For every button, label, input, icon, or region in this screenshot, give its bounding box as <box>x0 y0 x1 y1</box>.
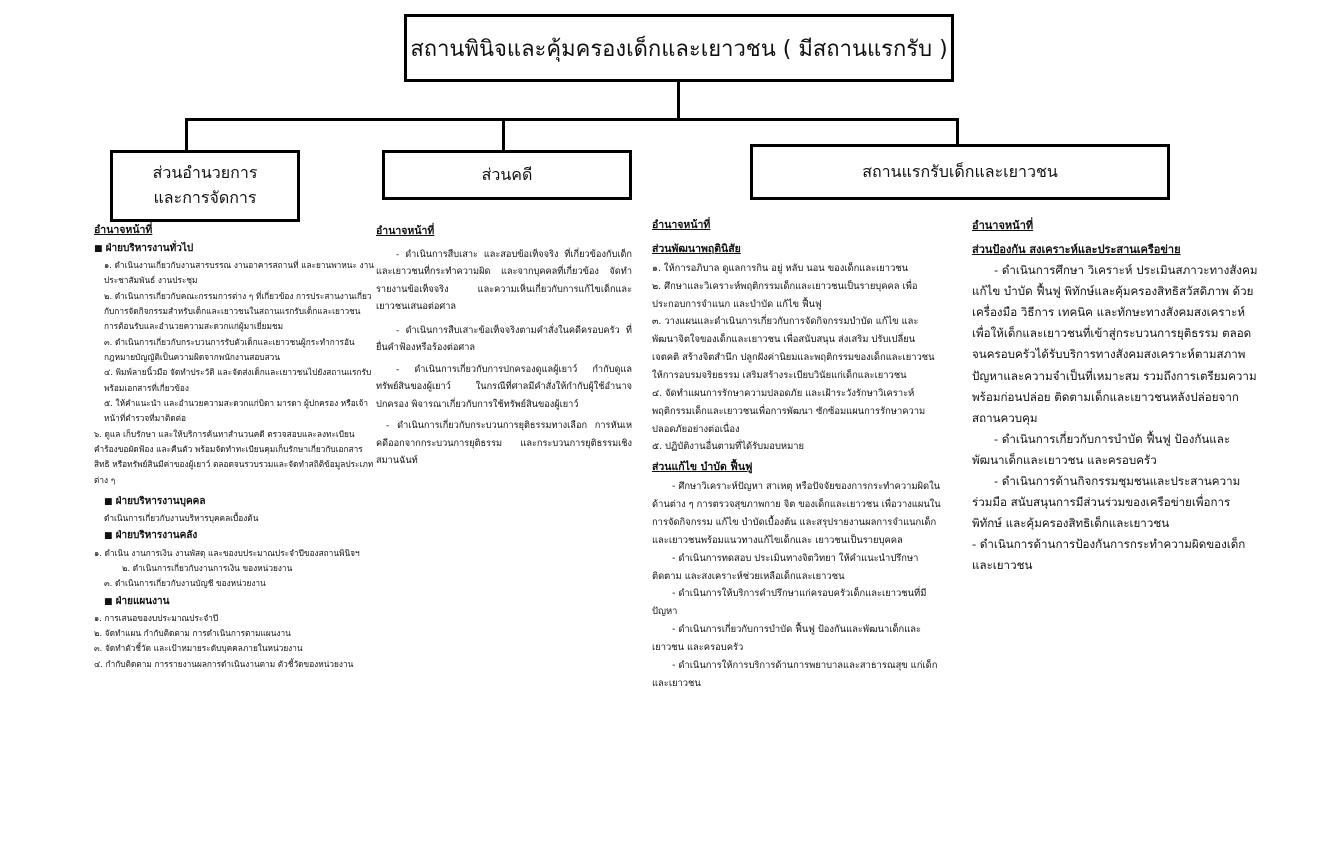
prevention-paragraph: - ดำเนินการด้านการป้องกันการกระทำความผิดของเด็กและเยาวชน <box>972 537 1246 573</box>
behavior-item: ๔. จัดทำแผนการรักษาความปลอดภัย และเฝ้าระวังรักษาวิเคราะห์พฤติกรรมเด็กและเยาวชนเพื่อการพัฒนา ซักซ้อมแผนการรักษาความปลอดภัยอย่างต่อเนื่อง <box>652 387 926 435</box>
root-unit-title: สถานพินิจและคุ้มครองเด็กและเยาวชน ( มีสถานแรกรับ ) <box>410 36 948 62</box>
behavior-item: ๒. ศึกษาและวิเคราะห์พฤติกรรมเด็กและเยาวชนเป็นรายบุคคล เพื่อประกอบการจำแนก และบำบัด แก้ไข ฟื้นฟู <box>652 280 918 310</box>
admin-duties-heading: อำนาจหน้าที่ <box>94 224 153 236</box>
general-admin-item: ๑. ดำเนินงานเกี่ยวกับงานสารบรรณ งานอาคารสถานที่ และยานพาหนะ งานประชาสัมพันธ์ งานประชุม <box>104 259 374 286</box>
connector-reception <box>956 118 959 144</box>
general-admin-item: ๖. ดูแล เก็บรักษา และให้บริการค้นหาสำนวนคดี ตรวจสอบและลงทะเบียนคำร้องขอผัดฟ้อง และคืนตัว พร้อมจัดทำทะเบียนคุมเก็บรักษาเกี่ยวกับเอกสารสิทธิ หรือทรัพย์สินมีค่าของผู้เยาว์ ตลอดจนรวบรวมและจัดทำสถิติข้อมูลประเภทต่าง ๆ <box>94 428 374 485</box>
case-duties <box>376 212 632 470</box>
behavior-item: ๕. ปฏิบัติงานอื่นตามที่ได้รับมอบหมาย <box>652 441 805 453</box>
prevention-duties-heading: อำนาจหน้าที่ <box>972 219 1034 232</box>
finance-item: ๓. ดำเนินการเกี่ยวกับงานบัญชี ของหน่วยงาน <box>104 578 266 589</box>
planning-item: ๒. จัดทำแผน กำกับติดตาม การดำเนินการตามแผนงาน <box>94 628 291 639</box>
finance-item: ๒. ดำเนินการเกี่ยวกับงานการเงิน ของหน่วยงาน <box>122 562 293 573</box>
connector-root-down <box>677 82 680 120</box>
general-admin-item: ๕. ให้คำแนะนำ และอำนวยความสะดวกแก่บิดา มารดา ผู้ปกครอง หรือเจ้าหน้าที่ตำรวจที่มาติดต่อ <box>104 397 369 424</box>
reception-unit-box <box>750 144 1170 200</box>
case-duties-heading: อำนาจหน้าที่ <box>376 225 435 237</box>
case-unit-title: ส่วนคดี <box>481 164 533 184</box>
case-duty-paragraph: - ดำเนินการเกี่ยวกับการปกครองดูแลผู้เยาว์ กำกับดูแลทรัพย์สินของผู้เยาว์ ในกรณีที่ศาลมีคำสั่งให้กำกับผู้ใช้อำนาจปกครอง พิจารณาเกี่ยวกับการใช้ทรัพย์สินของผู้เยาว์ <box>376 363 632 410</box>
general-admin-title: ■ ฝ่ายบริหารงานทั่วไป <box>94 239 376 258</box>
personnel-title: ■ ฝ่ายบริหารงานบุคคล <box>94 492 376 511</box>
behavior-section-title: ส่วนพัฒนาพฤตินิสัย <box>652 242 741 255</box>
planning-item: ๔. กำกับติดตาม การรายงานผลการดำเนินงานตาม ตัวชี้วัดของหน่วยงาน <box>94 658 354 669</box>
behavior-item: ๓. วางแผนและดำเนินการเกี่ยวกับการจัดกิจกรรมบำบัด แก้ไข และพัฒนาจิตใจของเด็กและเยาวชน เพื่อสนับสนุน ส่งเสริม ปรับเปลี่ยนเจตคติ สร้างจิตสำนึก ปลูกฝังค่านิยมและพฤติกรรมของเด็กและเยาวชน ให้การอบรมจริยธรรม เสริมสร้างระเบียบวินัยแก่เด็กและเยาวชน <box>652 316 935 382</box>
behavior-duties <box>652 212 942 693</box>
admin-unit-title-line2: และการจัดการ <box>153 188 257 207</box>
reception-unit-title: สถานแรกรับเด็กและเยาวชน <box>862 161 1058 181</box>
connector-case <box>502 118 505 150</box>
root-unit-box <box>404 14 954 82</box>
finance-item: ๑. ดำเนิน งานการเงิน งานพัสดุ และของบประมาณประจำปีของสถานพินิจฯ <box>94 547 360 558</box>
connector-horizontal <box>185 118 959 121</box>
connector-admin <box>185 118 188 150</box>
treatment-item: - ดำเนินการให้การบริการด้านการพยาบาลและสาธารณสุข แก่เด็กและเยาวชน <box>652 659 938 689</box>
prevention-paragraph: - ดำเนินการด้านกิจกรรมชุมชนและประสานความร่วมมือ สนับสนุนการมีส่วนร่วมของเครือข่ายเพื่อการพิทักษ์ และคุ้มครองสิทธิเด็กและเยาวชน <box>972 473 1241 531</box>
treatment-section-title: ส่วนแก้ไข บำบัด ฟื้นฟู <box>652 461 753 474</box>
case-duty-paragraph: - ดำเนินการเกี่ยวกับกระบวนการยุติธรรมทางเลือก การหันเหคดีออกจากกระบวนการยุติธรรม และกระบวนการยุติธรรมเชิงสมานฉันท์ <box>376 420 632 467</box>
planning-item: ๑. การเสนอของบประมาณประจำปี <box>94 612 219 623</box>
treatment-item: - ดำเนินการทดสอบ ประเมินทางจิตวิทยา ให้คำแนะนำปรึกษา ติดตาม และสงเคราะห์ช่วยเหลือเด็กและเยาวชน <box>652 552 919 582</box>
prevention-paragraph: - ดำเนินการศึกษา วิเคราะห์ ประเมินสภาวะทางสังคม แก้ไข บำบัด ฟื้นฟู พิทักษ์และคุ้มครองสิทธิสวัสดิภาพ ด้วยเครื่องมือ วิธีการ เทคนิค และทักษะทางสังคมสงเคราะห์ เพื่อให้เด็กและเยาวชนที่เข้าสู่กระบวนการยุติธรรม ตลอดจนครอบครัวได้รับบริการทางสังคมสงเคราะห์ตามสภาพปัญหาและความจำเป็นที่เหมาะสม รวมถึงการเตรียมความพร้อมก่อนปล่อย ติดตามเด็กและเยาวชนหลังปล่อยจากสถานควบคุม <box>972 263 1258 425</box>
planning-title: ■ ฝ่ายแผนงาน <box>94 592 376 611</box>
case-unit-box <box>382 150 632 200</box>
general-admin-item: ๓. ดำเนินการเกี่ยวกับกระบวนการรับตัวเด็กและเยาวชนผู้กระทำการอันกฎหมายบัญญัติเป็นความผิดจากพนักงานสอบสวน <box>104 336 355 362</box>
case-duty-paragraph: - ดำเนินการสืบเสาะ และสอบข้อเท็จจริง ที่เกี่ยวข้องกับเด็กและเยาวชนที่กระทำความผิด และจากบุคคลที่เกี่ยวข้อง จัดทำรายงานข้อเท็จจริง และความเห็นเกี่ยวกับการแก้ไขเด็กและเยาวชนเสนอต่อศาล <box>376 248 632 313</box>
treatment-item: - ดำเนินการให้บริการคำปรึกษาแก่ครอบครัวเด็กและเยาวชนที่มีปัญหา <box>652 588 927 618</box>
treatment-item: - ดำเนินการเกี่ยวกับการบำบัด ฟื้นฟู ป้องกันและพัฒนาเด็กและเยาวชน และครอบครัว <box>652 624 922 653</box>
admin-unit-title-line1: ส่วนอำนวยการ <box>152 163 258 183</box>
prevention-paragraph: - ดำเนินการเกี่ยวกับการบำบัด ฟื้นฟู ป้องกันและพัฒนาเด็กและเยาวชน และครอบครัว <box>972 431 1231 467</box>
prevention-section-title: ส่วนป้องกัน สงเคราะห์และประสานเครือข่าย <box>972 243 1181 257</box>
personnel-item: ดำเนินการเกี่ยวกับงานบริหารบุคคลเบื้องต้น <box>104 513 259 524</box>
admin-duties <box>94 212 376 672</box>
behavior-item: ๑. ให้การอภิบาล ดูแลการกิน อยู่ หลับ นอน ของเด็กและเยาวชน <box>652 262 909 274</box>
case-duty-paragraph: - ดำเนินการสืบเสาะข้อเท็จจริงตามคำสั่งในคดีครอบครัว ที่ยื่นคำฟ้องหรือร้องต่อศาล <box>376 324 632 354</box>
behavior-duties-heading: อำนาจหน้าที่ <box>652 219 711 231</box>
general-admin-item: ๒. ดำเนินการเกี่ยวกับคณะกรรมการต่าง ๆ ที่เกี่ยวข้อง การประสานงานเกี่ยวกับการจัดกิจกรรมสำหรับเด็กและเยาวชนในสถานแรกรับเด็กและเยาวชน การต้อนรับและอำนวยความสะดวกแก่ผู้มาเยี่ยมชม <box>104 290 372 332</box>
general-admin-item: ๔. พิมพ์ลายนิ้วมือ จัดทำประวัติ และจัดส่งเด็กและเยาวชนไปยังสถานแรกรับพร้อมเอกสารที่เกี่ยวข้อง <box>104 367 372 393</box>
finance-title: ■ ฝ่ายบริหารงานคลัง <box>94 526 376 545</box>
planning-item: ๓. จัดทำตัวชี้วัด และเป้าหมายระดับบุคคลภายในหน่วยงาน <box>94 643 303 654</box>
treatment-item: - ศึกษาวิเคราะห์ปัญหา สาเหตุ หรือปัจจัยของการกระทำความผิดในด้านต่าง ๆ การตรวจสุขภาพกาย จิต ของเด็กและเยาวชน เพื่อวางแผนในการจัดกิจกรรม แก้ไข บำบัดเบื้องต้น และสรุปรายงานผลการจำแนกเด็กและเยาวชนพร้อมแนวทางแก้ไขเด็กและ เยาวชนเป็นรายบุคคล <box>652 481 941 546</box>
prevention-duties <box>972 212 1260 576</box>
